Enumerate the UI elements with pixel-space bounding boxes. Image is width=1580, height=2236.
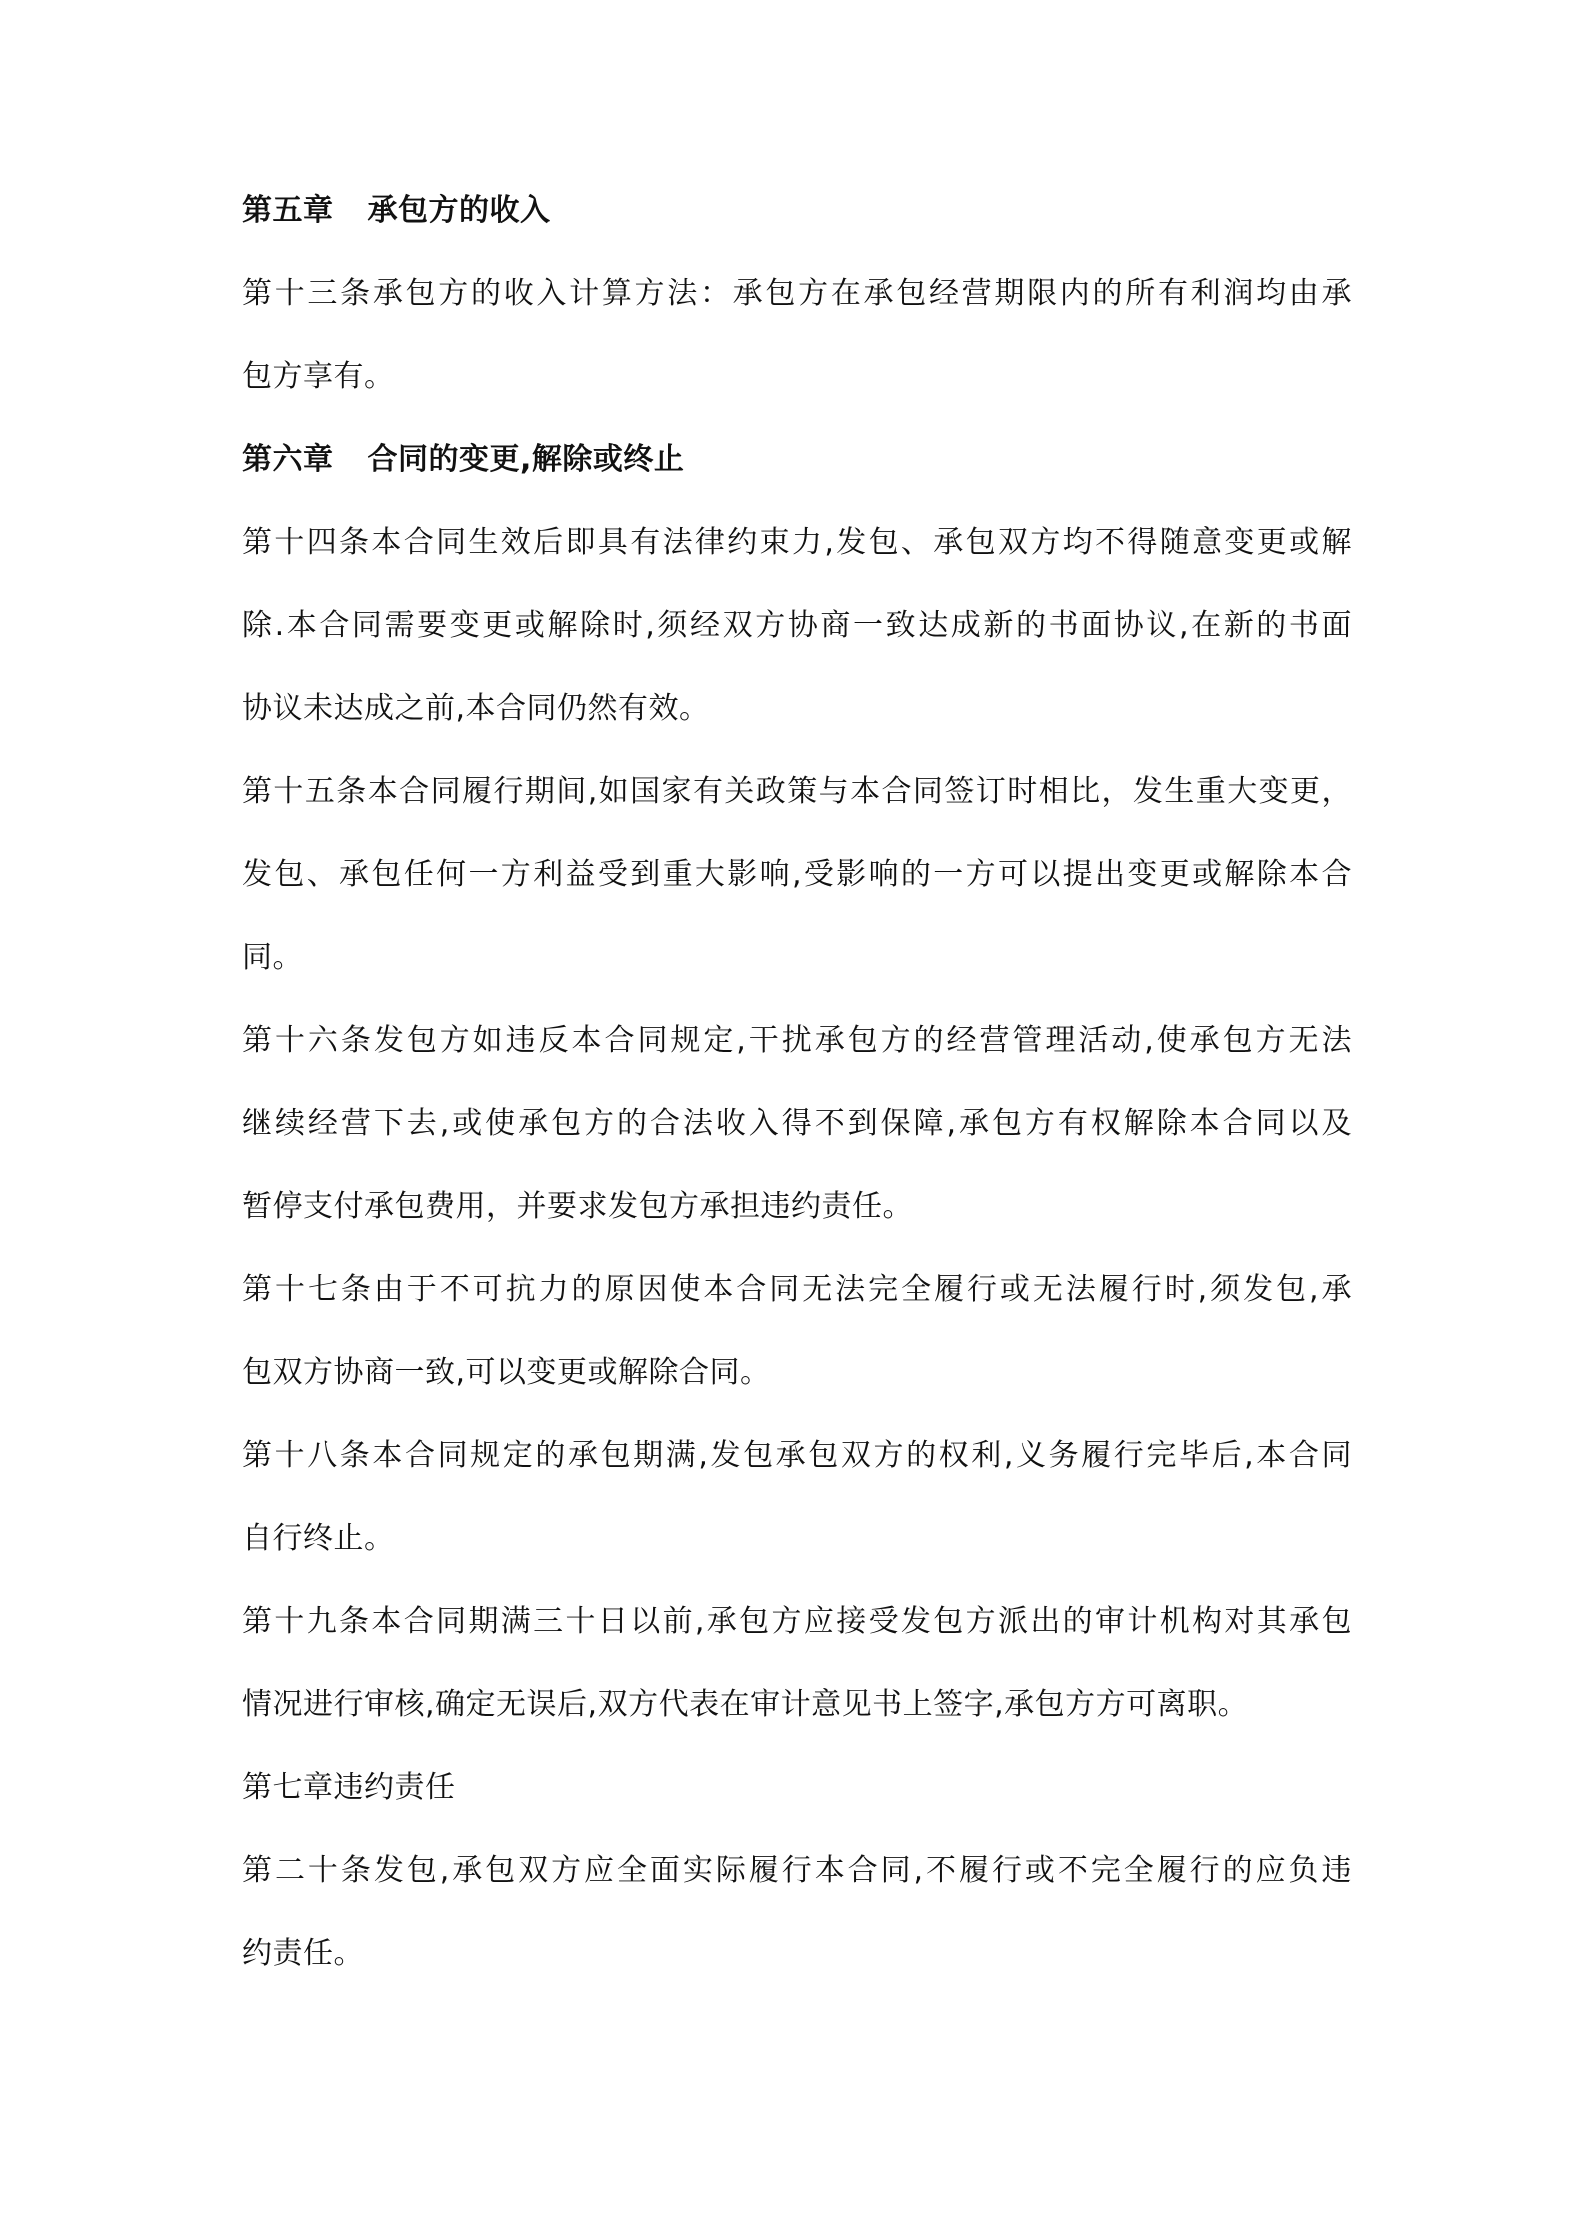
- chapter-5-heading: [242, 190, 1352, 232]
- chapter-5-title: 承包方的收入: [367, 193, 551, 228]
- article-15-line-2: 发包、承包任何一方利益受到重大影响,受影响的一方可以提出变更或解除本合: [242, 857, 1352, 892]
- article-13-line-2: 包方享有。: [242, 359, 395, 394]
- article-19-line-1: 第十九条本合同期满三十日以前,承包方应接受发包方派出的审计机构对其承包: [242, 1604, 1352, 1639]
- document-page: [242, 190, 1352, 2016]
- article-15-line-3: 同。: [242, 940, 303, 975]
- article-16-line-3: 暂停支付承包费用，并要求发包方承担违约责任。: [242, 1189, 913, 1224]
- article-17-line-1: 第十七条由于不可抗力的原因使本合同无法完全履行或无法履行时,须发包,承: [242, 1272, 1352, 1307]
- chapter-6-heading: [242, 439, 1352, 481]
- article-16-line-2: 继续经营下去,或使承包方的合法收入得不到保障,承包方有权解除本合同以及: [242, 1106, 1352, 1141]
- chapter-6-number: 第六章: [242, 442, 334, 477]
- article-14-line-1: 第十四条本合同生效后即具有法律约束力,发包、承包双方均不得随意变更或解: [242, 525, 1352, 560]
- article-19-line-2: 情况进行审核,确定无误后,双方代表在审计意见书上签字,承包方方可离职。: [242, 1687, 1249, 1722]
- article-16-line-1: 第十六条发包方如违反本合同规定,干扰承包方的经营管理活动,使承包方无法: [242, 1023, 1352, 1058]
- article-18-line-1: 第十八条本合同规定的承包期满,发包承包双方的权利,义务履行完毕后,本合同: [242, 1438, 1352, 1473]
- article-17-line-2: 包双方协商一致,可以变更或解除合同。: [242, 1355, 771, 1390]
- article-14-line-2: 除.本合同需要变更或解除时,须经双方协商一致达成新的书面协议,在新的书面: [242, 608, 1352, 643]
- article-15-line-1: 第十五条本合同履行期间,如国家有关政策与本合同签订时相比，发生重大变更，: [242, 774, 1352, 809]
- article-20-line-1: 第二十条发包,承包双方应全面实际履行本合同,不履行或不完全履行的应负违: [242, 1853, 1352, 1888]
- article-13-line-1: 第十三条承包方的收入计算方法：承包方在承包经营期限内的所有利润均由承: [242, 276, 1352, 311]
- article-14-line-3: 协议未达成之前,本合同仍然有效。: [242, 691, 710, 726]
- article-18-line-2: 自行终止。: [242, 1521, 395, 1556]
- chapter-6-title: 合同的变更,解除或终止: [367, 442, 685, 477]
- article-20-line-2: 约责任。: [242, 1936, 364, 1971]
- chapter-5-number: 第五章: [242, 193, 334, 228]
- chapter-7-heading: 第七章违约责任: [242, 1770, 456, 1805]
